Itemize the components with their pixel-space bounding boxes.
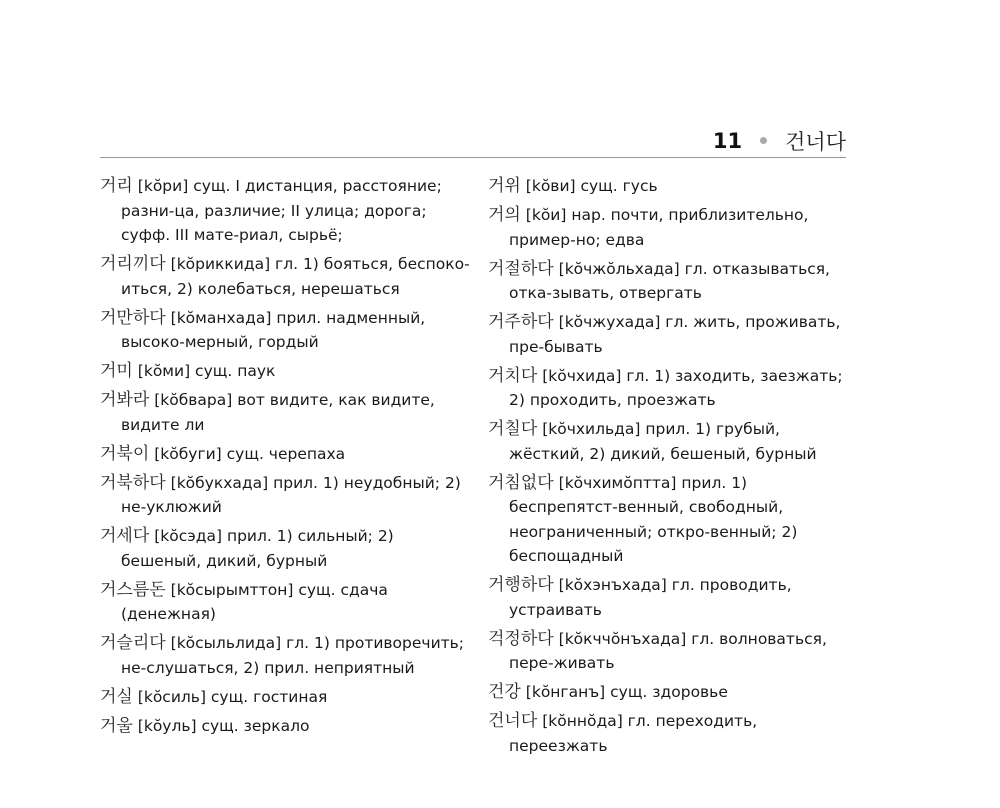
- entry-word: 거침없다: [488, 472, 554, 493]
- dictionary-entry: [488, 573, 852, 622]
- dictionary-entry: [100, 388, 470, 437]
- entry-definition: [kŏриккида] гл. 1) бояться, беспоко-иться, 2) колебаться, нерешаться: [121, 255, 470, 298]
- dictionary-entry: [100, 252, 470, 301]
- entry-word: 거세다: [100, 526, 150, 546]
- entry-definition: [kŏсиль] сущ. гостиная: [137, 687, 328, 706]
- entry-definition: [kŏми] сущ. паук: [137, 362, 276, 380]
- dictionary-entry: [488, 174, 852, 199]
- page-header: [100, 124, 846, 158]
- dictionary-entry: [100, 524, 470, 573]
- entry-definition: [kŏманхада] прил. надменный, высоко-мерный, гордый: [121, 308, 426, 351]
- entry-definition: [kŏхэнъхада] гл. проводить, устраивать: [509, 576, 792, 619]
- entry-word: 거절하다: [488, 258, 554, 279]
- dictionary-entry: [100, 442, 470, 467]
- left-column: [100, 174, 470, 743]
- entry-word: 거치다: [488, 365, 538, 386]
- entry-definition: [kŏви] сущ. гусь: [525, 177, 658, 195]
- dictionary-entry: [100, 306, 470, 355]
- page-number: 11: [712, 128, 743, 153]
- entry-definition: [kŏбвара] вот видите, как видите, видите ли: [121, 391, 435, 434]
- entry-definition: [kŏсэда] прил. 1) сильный; 2) бешеный, дикий, бурный: [121, 527, 394, 570]
- entry-word: 거슬리다: [100, 633, 166, 653]
- entry-definition: [kŏчхида] гл. 1) заходить, заезжать; 2) проходить, проезжать: [509, 366, 843, 409]
- entry-word: 거행하다: [488, 575, 554, 595]
- entry-word: 거리끼다: [100, 254, 166, 274]
- dictionary-entry: [100, 359, 470, 384]
- dictionary-entry: [488, 310, 852, 359]
- entry-definition: [kŏри] сущ. I дистанция, расстояние; разни-ца, различие; II улица; дорога; суфф. III мате-риал, сырьё;: [121, 177, 442, 244]
- entry-word: 거미: [100, 361, 133, 381]
- entry-word: 거북하다: [100, 472, 166, 493]
- dictionary-entry: [100, 471, 470, 520]
- right-column: [488, 174, 852, 763]
- entry-word: 거주하다: [488, 312, 554, 332]
- entry-word: 거위: [488, 176, 521, 196]
- entry-definition: [kŏнганъ] сущ. здоровье: [525, 683, 728, 701]
- entry-word: 거리: [100, 176, 133, 196]
- dictionary-entry: [488, 471, 852, 569]
- entry-word: 거북이: [100, 443, 150, 464]
- dictionary-entry: [100, 631, 470, 680]
- entry-word: 걱정하다: [488, 628, 554, 649]
- entry-word: 거의: [488, 205, 521, 225]
- bullet-separator: [760, 137, 767, 144]
- entry-word: 거울: [100, 715, 133, 736]
- entry-word: 건너다: [488, 711, 538, 731]
- dictionary-entry: [488, 203, 852, 252]
- entry-word: 거실: [100, 686, 133, 707]
- entry-definition: [kŏсырымттон] сущ. сдача (денежная): [121, 580, 388, 623]
- entry-word: 건강: [488, 682, 521, 702]
- entry-definition: [kŏчхимŏптта] прил. 1) беспрепятст-венный, свободный, неограниченный; откро-венный; 2) беспощадный: [509, 473, 798, 565]
- entry-definition: [kŏуль] сущ. зеркало: [137, 716, 310, 735]
- entry-word: 거만하다: [100, 307, 166, 328]
- dictionary-entry: [488, 257, 852, 306]
- dictionary-entry: [488, 364, 852, 413]
- dictionary-entry: [488, 417, 852, 466]
- dictionary-entry: [488, 627, 852, 676]
- entry-definition: [kŏчжŏльхада] гл. отказываться, отка-зывать, отвергать: [509, 259, 830, 302]
- entry-definition: [kŏсыльлида] гл. 1) противоречить; не-слушаться, 2) прил. неприятный: [121, 634, 465, 677]
- dictionary-entry: [488, 680, 852, 705]
- entry-word: 거칠다: [488, 419, 538, 439]
- entry-definition: [kŏчжухада] гл. жить, проживать, пре-бывать: [509, 313, 841, 356]
- dictionary-entry: [100, 685, 470, 710]
- dictionary-entry: [100, 174, 470, 248]
- dictionary-entry: [488, 709, 852, 758]
- entry-word: 거봐라: [100, 390, 150, 410]
- entry-definition: [kŏбукхада] прил. 1) неудобный; 2) не-уклюжий: [121, 473, 461, 516]
- entry-definition: [kŏннŏда] гл. переходить, переезжать: [509, 712, 758, 755]
- entry-definition: [kŏбуги] сущ. черепаха: [154, 444, 346, 463]
- entry-definition: [kŏкччŏнъхада] гл. волноваться, пере-живать: [509, 629, 827, 672]
- entry-definition: [kŏчхильда] прил. 1) грубый, жёсткий, 2) дикий, бешеный, бурный: [509, 420, 817, 463]
- entry-word: 거스름돈: [100, 579, 166, 600]
- dictionary-entry: [100, 714, 470, 739]
- dictionary-entry: [100, 578, 470, 627]
- running-headword: 건너다: [785, 129, 846, 154]
- entry-definition: [kŏи] нар. почти, приблизительно, пример-но; едва: [509, 206, 809, 249]
